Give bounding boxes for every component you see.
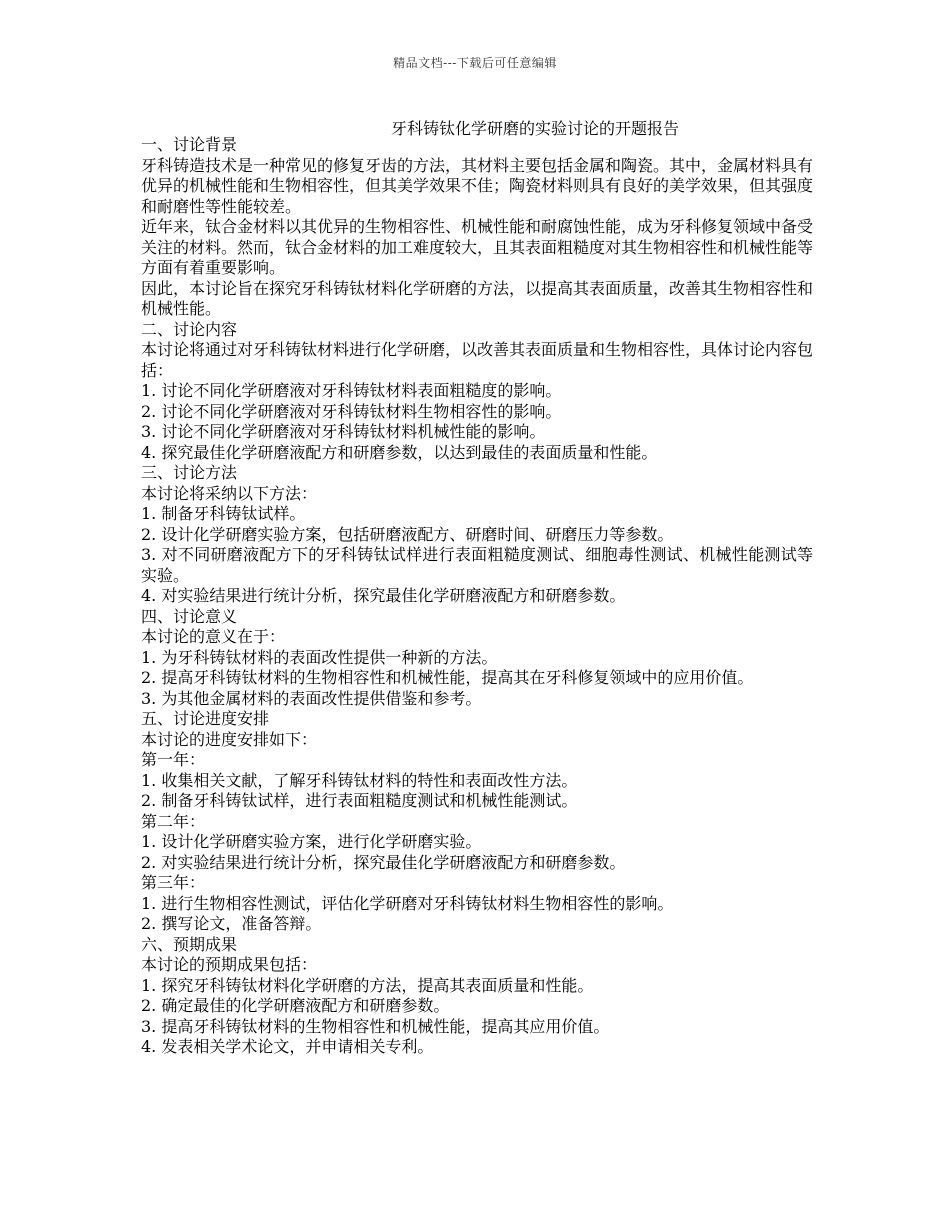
document-title: 牙科铸钛化学研磨的实验讨论的开题报告 [390, 119, 679, 138]
list-item: 2. 设计化学研磨实验方案，包括研磨液配方、研磨时间、研磨压力等参数。 [141, 524, 674, 544]
paragraph: 本讨论的意义在于： [141, 627, 286, 646]
paragraph: 本讨论将采纳以下方法： [141, 483, 318, 503]
section-heading-significance: 四、讨论意义 [141, 606, 238, 626]
list-item: 2. 讨论不同化学研磨液对牙科铸钛材料生物相容性的影响。 [141, 401, 562, 421]
list-item: 3. 提高牙科铸钛材料的生物相容性和机械性能，提高其应用价值。 [141, 1016, 610, 1036]
year-label: 第三年： [141, 873, 206, 892]
list-item: 3. 讨论不同化学研磨液对牙科铸钛材料机械性能的影响。 [141, 422, 546, 441]
list-item: 1. 设计化学研磨实验方案，进行化学研磨实验。 [141, 832, 482, 851]
list-item: 4. 发表相关学术论文，并申请相关专利。 [141, 1037, 434, 1056]
list-item: 3. 为其他金属材料的表面改性提供借鉴和参考。 [141, 688, 482, 708]
list-item: 2. 提高牙科铸钛材料的生物相容性和机械性能，提高其在牙科修复领域中的应用价值。 [141, 668, 754, 687]
list-item: 2. 确定最佳的化学研磨液配方和研磨参数。 [141, 996, 450, 1015]
page-header: 精品文档---下载后可任意编辑 [393, 56, 557, 70]
section-heading-content: 二、讨论内容 [141, 319, 238, 339]
list-item: 1. 为牙科铸钛材料的表面改性提供一种新的方法。 [141, 647, 498, 667]
list-item: 4. 探究最佳化学研磨液配方和研磨参数，以达到最佳的表面质量和性能。 [141, 442, 658, 462]
list-item: 2. 撰写论文，准备答辩。 [141, 914, 322, 933]
paragraph: 本讨论的进度安排如下： [141, 729, 318, 749]
document-body [141, 135, 813, 1058]
section-heading-method: 三、讨论方法 [141, 463, 238, 482]
paragraph: 本讨论将通过对牙科铸钛材料进行化学研磨，以改善其表面质量和生物相容性，具体讨论内容包括： [141, 340, 814, 380]
year-label: 第一年： [141, 750, 206, 769]
section-heading-schedule: 五、讨论进度安排 [141, 709, 270, 728]
list-item: 1. 进行生物相容性测试，评估化学研磨对牙科铸钛材料生物相容性的影响。 [141, 893, 674, 913]
paragraph: 本讨论的预期成果包括： [141, 955, 318, 974]
list-item: 2. 制备牙科铸钛试样，进行表面粗糙度测试和机械性能测试。 [141, 791, 578, 810]
list-item: 1. 收集相关文献，了解牙科铸钛材料的特性和表面改性方法。 [141, 770, 578, 790]
list-item: 1. 讨论不同化学研磨液对牙科铸钛材料表面粗糙度的影响。 [141, 381, 562, 400]
paragraph: 牙科铸造技术是一种常见的修复牙齿的方法，其材料主要包括金属和陶瓷。其中，金属材料具有优异的机械性能和生物相容性，但其美学效果不佳；陶瓷材料则具有良好的美学效果，但其强度和耐磨性等性能较差。 [141, 155, 814, 216]
paragraph: 因此，本讨论旨在探究牙科铸钛材料化学研磨的方法，以提高其表面质量，改善其生物相容性和机械性能。 [141, 278, 814, 318]
list-item: 2. 对实验结果进行统计分析，探究最佳化学研磨液配方和研磨参数。 [141, 852, 626, 872]
list-item: 1. 制备牙科铸钛试样。 [141, 504, 306, 523]
section-heading-outcomes: 六、预期成果 [141, 934, 238, 954]
list-item: 3. 对不同研磨液配方下的牙科铸钛试样进行表面粗糙度测试、细胞毒性测试、机械性能测试等实验。 [141, 545, 813, 585]
paragraph: 近年来，钛合金材料以其优异的生物相容性、机械性能和耐腐蚀性能，成为牙科修复领域中备受关注的材料。然而，钛合金材料的加工难度较大，且其表面粗糙度对其生物相容性和机械性能等方面有着重要影响。 [141, 217, 814, 277]
section-heading-background: 一、讨论背景 [141, 135, 238, 154]
list-item: 1. 探究牙科铸钛材料化学研磨的方法，提高其表面质量和性能。 [141, 975, 594, 995]
year-label: 第二年： [141, 811, 206, 831]
list-item: 4. 对实验结果进行统计分析，探究最佳化学研磨液配方和研磨参数。 [141, 586, 626, 605]
